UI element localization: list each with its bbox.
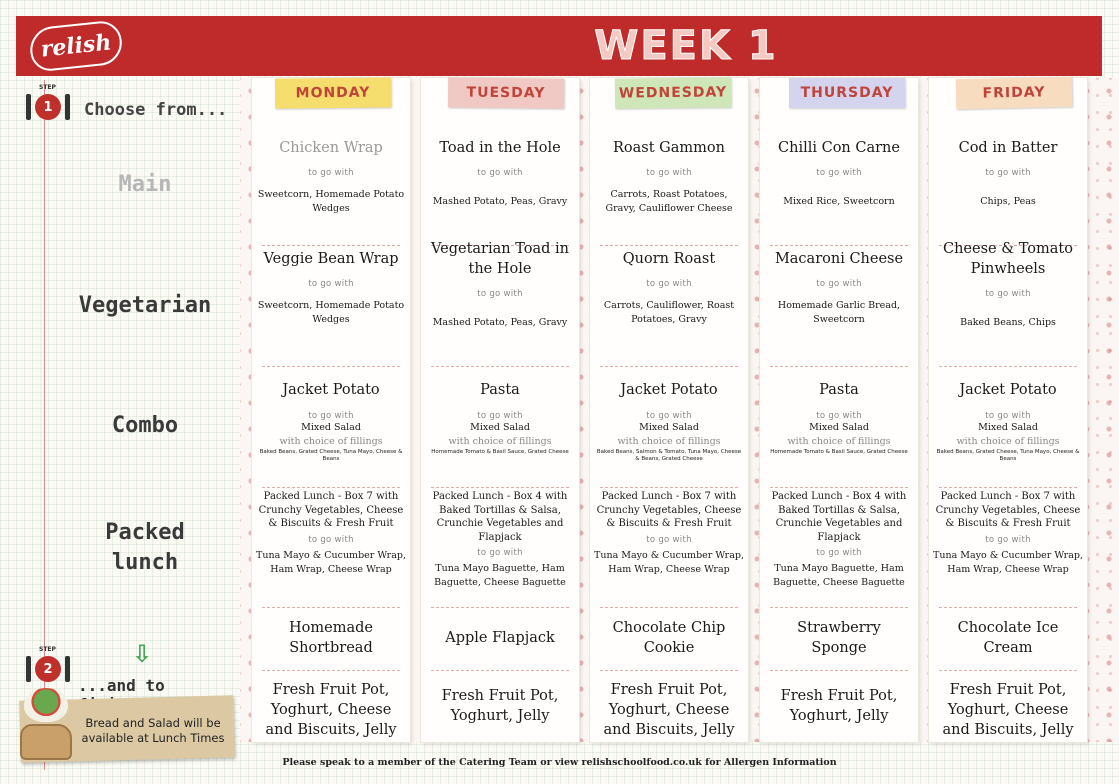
row-divider	[770, 487, 908, 488]
packed-lunch-title: Packed Lunch - Box 7 with Crunchy Vegetables, Cheese & Biscuits & Fresh Fruit	[596, 491, 742, 529]
dessert-cell	[421, 628, 579, 648]
row-divider	[600, 487, 738, 488]
dessert-title: Chocolate Chip Cookie	[612, 620, 726, 656]
fruit-cell	[590, 680, 748, 740]
main-cell	[590, 138, 748, 216]
day-header-wednesday: WEDNESDAY	[615, 77, 731, 108]
day-header-thursday: THURSDAY	[789, 78, 905, 108]
to-go-with-label: to go with	[816, 548, 862, 558]
fork-icon	[26, 94, 31, 120]
fillings-list: Baked Beans, Grated Cheese, Tuna Mayo, Cheese & Beans	[259, 449, 403, 462]
veg-cell	[421, 239, 579, 330]
dessert-title: Homemade Shortbread	[289, 620, 373, 656]
fruit-cell	[421, 686, 579, 726]
fork-icon	[26, 656, 31, 682]
to-go-with-label: to go with	[477, 289, 523, 299]
fillings-label: with choice of fillings	[448, 436, 552, 447]
veg-dish-title: Quorn Roast	[622, 251, 716, 267]
header-bar	[16, 16, 1102, 76]
combo-sides-text: Mixed Salad	[639, 422, 699, 433]
combo-dish-title: Jacket Potato	[959, 382, 1057, 398]
packed-lunch-title: Packed Lunch - Box 4 with Baked Tortillas & Salsa, Crunchie Vegetables and Flapjack	[771, 491, 907, 543]
dessert-cell	[590, 618, 748, 658]
allergen-footer: Please speak to a member of the Catering Team or view relishschoolfood.co.uk for Allergen Information	[282, 757, 837, 768]
step-word: STEP	[39, 84, 56, 91]
packed-lunch-cell	[760, 490, 918, 590]
packed-lunch-cell	[590, 490, 748, 577]
row-divider	[600, 670, 738, 671]
fruit-options: Fresh Fruit Pot, Yoghurt, Cheese and Biscuits, Jelly	[603, 682, 735, 738]
packed-sides-text: Tuna Mayo Baguette, Ham Baguette, Cheese Baguette	[773, 563, 905, 588]
row-divider	[431, 607, 569, 608]
fruit-options: Fresh Fruit Pot, Yoghurt, Cheese and Biscuits, Jelly	[942, 682, 1074, 738]
fillings-label: with choice of fillings	[787, 436, 891, 447]
fruit-options: Fresh Fruit Pot, Yoghurt, Cheese and Biscuits, Jelly	[265, 682, 397, 738]
veg-cell	[929, 239, 1087, 330]
veg-sides-text: Carrots, Cauliflower, Roast Potatoes, Gravy	[603, 300, 735, 325]
to-go-with-label: to go with	[477, 168, 523, 178]
dessert-title: Strawberry Sponge	[797, 620, 881, 656]
day-header-friday: FRIDAY	[956, 77, 1073, 109]
step-word: STEP	[39, 646, 56, 653]
fillings-label: with choice of fillings	[617, 436, 721, 447]
main-cell	[760, 138, 918, 209]
packed-sides-text: Tuna Mayo Baguette, Ham Baguette, Cheese Baguette	[434, 563, 566, 588]
to-go-with-label: to go with	[816, 168, 862, 178]
main-dish-title: Chilli Con Carne	[778, 140, 900, 156]
fillings-list: Baked Beans, Salmon & Tomato, Tuna Mayo, Cheese & Beans, Grated Cheese	[596, 449, 742, 462]
row-divider	[770, 670, 908, 671]
left-column	[16, 80, 238, 770]
day-header-monday: MONDAY	[275, 77, 391, 108]
main-cell	[421, 138, 579, 209]
main-dish-title: Chicken Wrap	[279, 140, 383, 156]
week-title: WEEK 1	[594, 23, 778, 69]
row-divider	[600, 607, 738, 608]
step-1-marker	[26, 84, 70, 120]
to-go-with-label: to go with	[646, 168, 692, 178]
row-divider	[431, 366, 569, 367]
row-divider	[600, 245, 738, 246]
combo-dish-title: Jacket Potato	[282, 382, 380, 398]
main-sides-text: Mashed Potato, Peas, Gravy	[432, 196, 568, 207]
main-dish-title: Cod in Batter	[958, 140, 1058, 156]
row-divider	[262, 245, 400, 246]
veg-dish-title: Veggie Bean Wrap	[263, 251, 399, 267]
step-1-badge	[35, 84, 61, 120]
to-go-with-label: to go with	[985, 168, 1031, 178]
packed-sides-text: Tuna Mayo & Cucumber Wrap, Ham Wrap, Cheese Wrap	[256, 549, 406, 575]
main-cell	[252, 138, 410, 216]
row-label-main: Main	[118, 172, 172, 197]
combo-dish-title: Jacket Potato	[620, 382, 718, 398]
bread-salad-note	[16, 688, 238, 768]
relish-logo[interactable]: relish	[28, 19, 124, 72]
combo-cell	[252, 380, 410, 463]
row-divider	[939, 487, 1077, 488]
knife-icon	[65, 656, 70, 682]
row-divider	[770, 607, 908, 608]
row-label-combo: Combo	[111, 413, 179, 438]
row-divider	[262, 487, 400, 488]
to-go-with-label: to go with	[646, 534, 692, 545]
step-number: 1	[43, 99, 53, 115]
fillings-list: Baked Beans, Grated Cheese, Tuna Mayo, Cheese & Beans	[936, 449, 1080, 462]
packed-lunch-title: Packed Lunch - Box 7 with Crunchy Vegetables, Cheese & Biscuits & Fresh Fruit	[258, 491, 404, 529]
packed-lunch-cell	[421, 490, 579, 590]
combo-sides-text: Mixed Salad	[809, 422, 869, 433]
fruit-options: Fresh Fruit Pot, Yoghurt, Jelly	[441, 688, 559, 724]
choose-from-label: Choose from...	[84, 100, 228, 120]
fruit-cell	[252, 680, 410, 740]
to-go-with-label: to go with	[646, 279, 692, 289]
fruit-cell	[760, 686, 918, 726]
veg-sides-text: Mashed Potato, Peas, Gravy	[432, 317, 568, 328]
day-header-tuesday: TUESDAY	[448, 77, 564, 108]
dessert-cell	[252, 618, 410, 658]
row-divider	[770, 245, 908, 246]
bread-salad-text: Bread and Salad will be available at Lunch Times	[81, 716, 225, 745]
row-divider	[431, 670, 569, 671]
finish-label: ...and to	[78, 676, 165, 695]
to-go-with-label: to go with	[985, 411, 1031, 421]
to-go-with-label: to go with	[816, 279, 862, 289]
veg-dish-title: Cheese & Tomato Pinwheels	[943, 241, 1073, 277]
row-label-packed: Packed	[105, 520, 185, 545]
row-divider	[939, 607, 1077, 608]
to-go-with-label: to go with	[477, 548, 523, 558]
fillings-label: with choice of fillings	[956, 436, 1060, 447]
fillings-list: Homemade Tomato & Basil Sauce, Grated Cheese	[770, 449, 908, 455]
main-dish-title: Toad in the Hole	[439, 140, 561, 156]
fillings-label: with choice of fillings	[279, 436, 383, 447]
fruit-options: Fresh Fruit Pot, Yoghurt, Jelly	[780, 688, 898, 724]
main-cell	[929, 138, 1087, 209]
row-divider	[262, 670, 400, 671]
combo-sides-text: Mixed Salad	[978, 422, 1038, 433]
to-go-with-label: to go with	[308, 279, 354, 289]
down-arrow-icon: ⇩	[132, 640, 153, 668]
main-sides-text: Chips, Peas	[980, 196, 1036, 207]
veg-cell	[590, 249, 748, 327]
to-go-with-label: to go with	[646, 411, 692, 421]
to-go-with-label: to go with	[308, 168, 354, 178]
packed-sides-text: Tuna Mayo & Cucumber Wrap, Ham Wrap, Cheese Wrap	[933, 549, 1083, 575]
combo-dish-title: Pasta	[819, 382, 859, 398]
combo-cell	[929, 380, 1087, 463]
dessert-title: Chocolate Ice Cream	[957, 620, 1059, 656]
step-number: 2	[43, 661, 53, 677]
packed-lunch-title: Packed Lunch - Box 7 with Crunchy Vegetables, Cheese & Biscuits & Fresh Fruit	[935, 491, 1081, 529]
row-divider	[600, 366, 738, 367]
veg-dish-title: Vegetarian Toad in the Hole	[430, 241, 569, 277]
step-2-badge	[35, 646, 61, 682]
main-sides-text: Mixed Rice, Sweetcorn	[783, 196, 895, 207]
main-sides-text: Sweetcorn, Homemade Potato Wedges	[257, 189, 405, 214]
row-divider	[262, 607, 400, 608]
packed-lunch-title: Packed Lunch - Box 4 with Baked Tortillas & Salsa, Crunchie Vegetables and Flapjack	[432, 491, 568, 543]
to-go-with-label: to go with	[477, 411, 523, 421]
dessert-cell	[929, 618, 1087, 658]
row-divider	[431, 487, 569, 488]
veg-sides-text: Homemade Garlic Bread, Sweetcorn	[777, 300, 901, 325]
to-go-with-label: to go with	[308, 411, 354, 421]
main-sides-text: Carrots, Roast Potatoes, Gravy, Cauliflower Cheese	[605, 189, 733, 214]
dessert-cell	[760, 618, 918, 658]
veg-cell	[760, 249, 918, 327]
to-go-with-label: to go with	[985, 534, 1031, 545]
packed-lunch-cell	[929, 490, 1087, 577]
salad-bowl-icon	[24, 688, 68, 722]
to-go-with-label: to go with	[816, 411, 862, 421]
veg-sides-text: Baked Beans, Chips	[960, 317, 1056, 328]
row-divider	[939, 366, 1077, 367]
veg-cell	[252, 249, 410, 327]
row-label-vegetarian: Vegetarian	[78, 293, 212, 318]
packed-sides-text: Tuna Mayo & Cucumber Wrap, Ham Wrap, Cheese Wrap	[594, 549, 744, 575]
row-divider	[770, 366, 908, 367]
step-2-marker	[26, 646, 70, 682]
to-go-with-label: to go with	[985, 289, 1031, 299]
row-divider	[939, 670, 1077, 671]
fillings-list: Homemade Tomato & Basil Sauce, Grated Cheese	[431, 449, 569, 455]
packed-lunch-cell	[252, 490, 410, 577]
combo-cell	[760, 380, 918, 456]
veg-sides-text: Sweetcorn, Homemade Potato Wedges	[257, 300, 405, 325]
combo-cell	[590, 380, 748, 463]
combo-dish-title: Pasta	[480, 382, 520, 398]
row-divider	[262, 366, 400, 367]
dessert-title: Apple Flapjack	[445, 630, 555, 646]
fruit-cell	[929, 680, 1087, 740]
row-label-lunch: lunch	[111, 550, 179, 575]
to-go-with-label: to go with	[308, 534, 354, 545]
veg-dish-title: Macaroni Cheese	[774, 251, 904, 267]
combo-sides-text: Mixed Salad	[470, 422, 530, 433]
combo-cell	[421, 380, 579, 456]
knife-icon	[65, 94, 70, 120]
bread-icon	[20, 724, 72, 760]
main-dish-title: Roast Gammon	[613, 140, 725, 156]
combo-sides-text: Mixed Salad	[301, 422, 361, 433]
